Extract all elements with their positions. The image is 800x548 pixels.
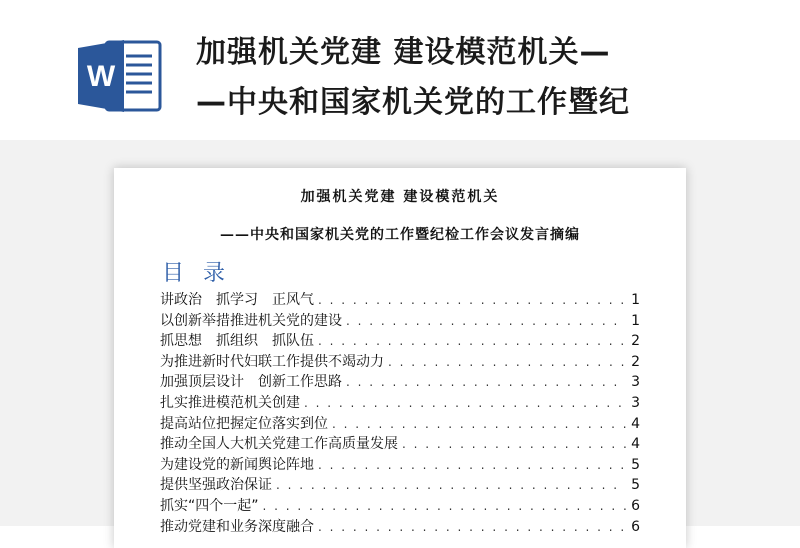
toc-dot-leader: [318, 293, 626, 307]
page-headline: [196, 28, 786, 128]
toc-entry-label: 讲政治 抓学习 正风气: [160, 292, 314, 308]
toc-entry[interactable]: [160, 310, 640, 331]
toc-page-number: 5: [631, 456, 640, 473]
toc-dot-leader: [304, 396, 626, 410]
toc-page-number: 3: [631, 374, 640, 391]
toc-dot-leader: [276, 478, 626, 492]
toc-entry-label: 提供坚强政治保证: [160, 477, 272, 494]
toc-page-number: 2: [631, 333, 640, 350]
headline-line-2: —中央和国家机关党的工作暨纪: [196, 85, 630, 120]
toc-entry[interactable]: [160, 289, 640, 310]
toc-entry-label: 扎实推进模范机关创建: [160, 394, 300, 411]
document-subtitle: ——中央和国家机关党的工作暨纪检工作会议发言摘编: [220, 227, 580, 243]
toc-dot-leader: [332, 417, 626, 431]
toc-page-number: 6: [631, 497, 640, 514]
toc-dot-leader: [346, 375, 626, 389]
toc-entry-label: 以创新举措推进机关党的建设: [160, 312, 342, 329]
toc-dot-leader: [318, 334, 626, 348]
headline-line-1: 加强机关党建 建设模范机关—: [196, 35, 611, 70]
toc-page-number: 3: [631, 394, 640, 411]
toc-entry[interactable]: [160, 351, 640, 372]
document-title: 加强机关党建 建设模范机关: [300, 189, 500, 205]
svg-text:W: W: [86, 60, 116, 93]
document-page: [114, 168, 686, 548]
toc-entry[interactable]: [160, 474, 640, 495]
toc-heading: 目 录: [162, 261, 231, 286]
toc-entry-label: 加强顶层设计 创新工作思路: [160, 374, 342, 391]
toc-dot-leader: [263, 499, 626, 513]
toc-page-number: 4: [631, 415, 640, 432]
toc-entry-label: 为推进新时代妇联工作提供不竭动力: [160, 353, 384, 370]
toc-entry[interactable]: [160, 371, 640, 392]
toc-entry[interactable]: [160, 495, 640, 516]
toc-page-number: 6: [631, 518, 640, 535]
toc-entry-label: 为建设党的新闻舆论阵地: [160, 456, 314, 473]
toc-page-number: 2: [631, 353, 640, 370]
toc-entry-label: 抓实“四个一起”: [160, 497, 259, 514]
toc-entry-label: 推动全国人大机关党建工作高质量发展: [160, 436, 398, 453]
toc-entry[interactable]: [160, 413, 640, 434]
toc-entry-label: 抓思想 抓组织 抓队伍: [160, 333, 314, 350]
toc-entry[interactable]: [160, 330, 640, 351]
toc-dot-leader: [346, 314, 626, 328]
toc-entry-label: 提高站位把握定位落实到位: [160, 415, 328, 432]
word-icon: [76, 36, 164, 116]
toc-entry[interactable]: [160, 392, 640, 413]
toc-entry[interactable]: [160, 454, 640, 475]
toc-dot-leader: [388, 355, 626, 369]
toc-page-number: 5: [631, 477, 640, 494]
toc-page-number: 1: [631, 312, 640, 329]
toc-page-number: 1: [631, 292, 640, 308]
toc-dot-leader: [402, 437, 626, 451]
toc-page-number: 4: [631, 436, 640, 453]
table-of-contents: [160, 289, 640, 536]
toc-dot-leader: [318, 520, 626, 534]
banner: [0, 0, 800, 140]
toc-entry-label: 推动党建和业务深度融合: [160, 518, 314, 535]
toc-dot-leader: [318, 458, 626, 472]
toc-entry[interactable]: [160, 433, 640, 454]
